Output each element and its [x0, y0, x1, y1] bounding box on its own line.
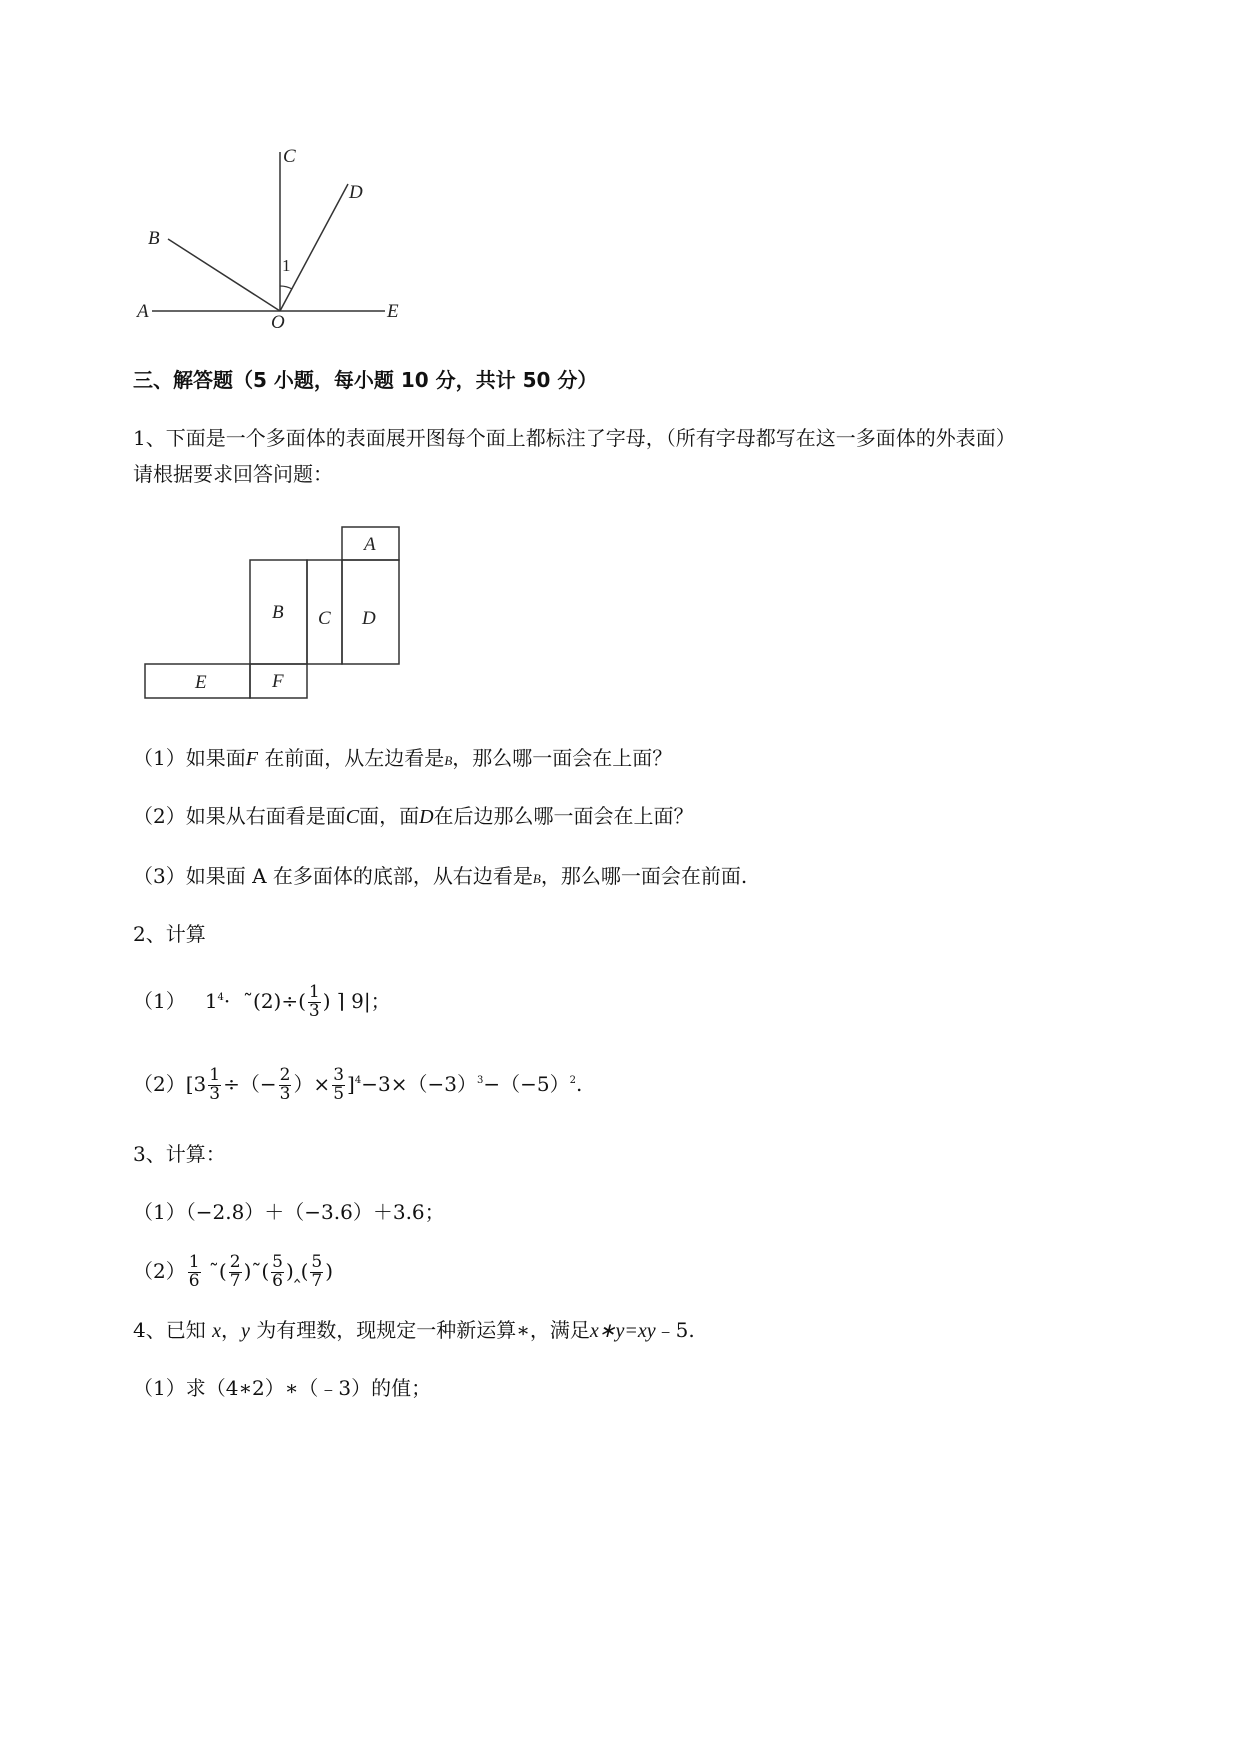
q1-line1: 1、下面是一个多面体的表面展开图每个面上都标注了字母，（所有字母都写在这一多面体的外表面）	[133, 426, 1016, 450]
q1-sub2: （2）如果从右面看是面C面，面D在后边那么哪一面会在上面？	[133, 804, 694, 828]
net-face-b: B	[272, 602, 284, 623]
point-o-label: O	[271, 312, 285, 333]
net-face-f: F	[272, 671, 284, 692]
q1-sub1: （1）如果面F 在前面，从左边看是B，那么哪一面会在上面？	[133, 746, 673, 770]
angle-figure	[137, 140, 440, 360]
point-e-label: E	[387, 301, 399, 322]
polyhedron-net-figure	[140, 520, 410, 705]
point-d-label: D	[349, 182, 363, 203]
section-heading: 三、解答题（5 小题，每小题 10 分，共计 50 分）	[133, 368, 598, 392]
point-c-label: C	[283, 146, 296, 167]
point-a-label: A	[137, 301, 149, 322]
q4-sub1: （1）求（4∗2）∗（﹣3）的值；	[133, 1376, 432, 1400]
q2-sub1-expression: （1） $1^4\cdot$ ˜(2)÷( $\frac{1}{3}$ ) ⌉ 9|；	[133, 982, 391, 1021]
q3-sub1: （1）（−2.8）＋（−3.6）＋3.6；	[133, 1200, 445, 1224]
angle-1-label: 1	[282, 256, 291, 275]
net-face-c: C	[318, 608, 331, 629]
q4-statement: 4、已知 x，y 为有理数，现规定一种新运算∗，满足x∗y=xy﹣5.	[133, 1318, 695, 1342]
net-face-d: D	[362, 608, 376, 629]
net-face-a: A	[364, 534, 376, 555]
q3-title: 3、计算：	[133, 1142, 226, 1166]
net-face-e: E	[195, 672, 207, 693]
q2-sub2-expression: （2）[3 $\frac{1}{3}$ ÷（− $\frac{2}{3}$ ）× $\frac{3}{5}$ ]$^4-3\times(-3)^3-(-5)^2$.	[133, 1065, 583, 1104]
q1-line2: 请根据要求回答问题：	[133, 462, 333, 486]
q2-title: 2、计算	[133, 922, 206, 946]
q3-sub2-expression: （2） $\frac{1}{6}$ ˜( $\frac{2}{7}$ )˜( $\frac{5}{6}$ )‸( $\frac{5}{7}$ )	[133, 1252, 334, 1291]
q1-sub3: （3）如果面 A 在多面体的底部，从右边看是B，那么哪一面会在前面.	[133, 864, 748, 888]
point-b-label: B	[148, 228, 160, 249]
